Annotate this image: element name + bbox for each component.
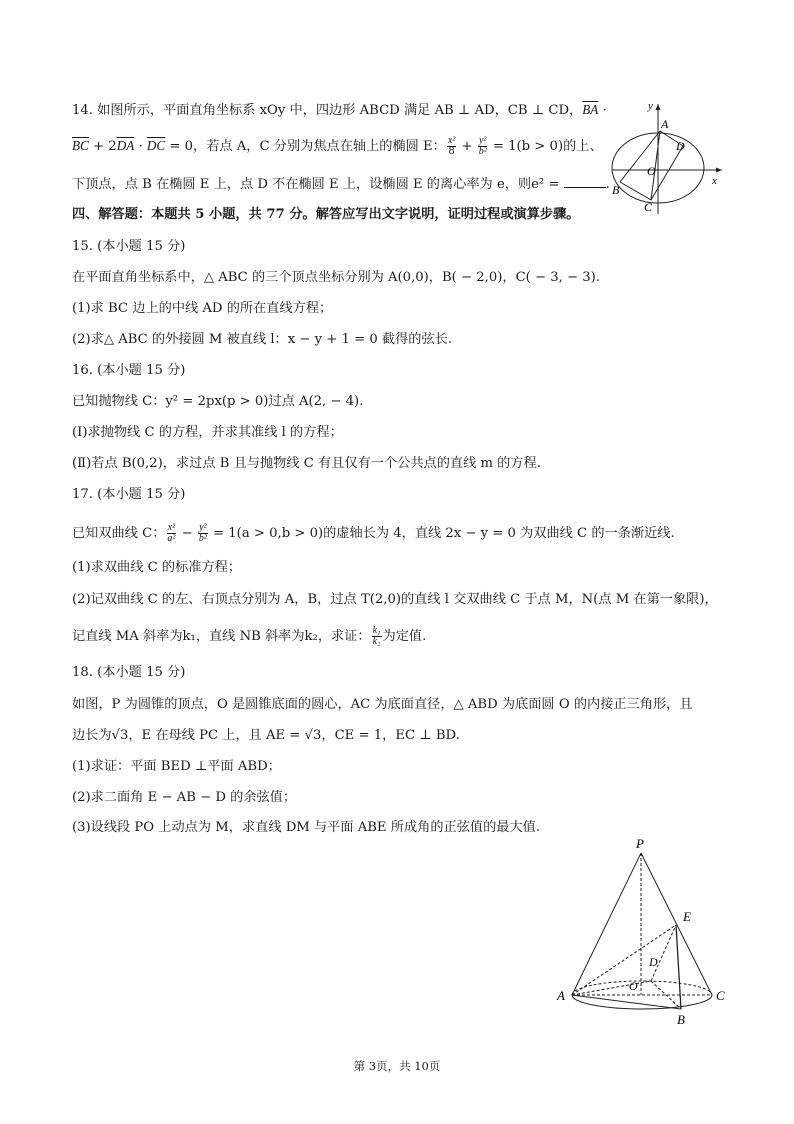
label-b: B bbox=[677, 1012, 685, 1027]
q15-stem: 在平面直角坐标系中，△ ABC 的三个顶点坐标分别为 A(0,0)，B( − 2,0)，C( − 3, − 3). bbox=[72, 270, 600, 285]
q14-text-3: 下顶点，点 B 在椭圆 E 上，点 D 不在椭圆 E 上，设椭圆 E 的离心率为 e，则e² = bbox=[72, 177, 564, 192]
q18-part-2: (2)求二面角 E − AB − D 的余弦值； bbox=[72, 790, 297, 805]
base-front-arc bbox=[572, 995, 712, 1009]
segment-ad bbox=[572, 981, 651, 995]
segment-ae bbox=[572, 925, 676, 995]
frac-y2-b2 bbox=[198, 523, 208, 544]
q17-part-3b: 为定值. bbox=[382, 629, 427, 644]
label-c: C bbox=[716, 988, 725, 1003]
label-d: D bbox=[649, 955, 658, 969]
q15-part-2: (2)求△ ABC 的外接圆 M 被直线 l：x − y + 1 = 0 截得的弦长. bbox=[72, 332, 453, 347]
q17-part-2: (2)记双曲线 C 的左、右顶点分别为 A，B，过点 T(2,0)的直线 l 交双曲线 C 于点 M，N(点 M 在第一象限)， bbox=[72, 592, 718, 607]
frac-numerator: x² bbox=[167, 522, 176, 533]
q17-stem-a: 已知双曲线 C： bbox=[72, 526, 166, 541]
period: . bbox=[605, 177, 610, 192]
q18-stem-2: 边长为√3，E 在母线 PC 上，且 AE = √3，CE = 1，EC ⊥ BD. bbox=[72, 728, 460, 743]
q18-stem-1: 如图，P 为圆锥的顶点，O 是圆锥底面的圆心，AC 为底面直径，△ ABD 为底面圆 O 的内接正三角形，且 bbox=[72, 697, 693, 712]
q17-heading: 17. (本小题 15 分) bbox=[72, 487, 186, 502]
q17-stem bbox=[72, 523, 734, 544]
q16-part-1: (Ⅰ)求抛物线 C 的方程，并求其准线 l 的方程； bbox=[72, 425, 343, 440]
generatrix-pa bbox=[572, 853, 641, 995]
plus-sign: + bbox=[457, 139, 477, 154]
segment-db bbox=[651, 981, 681, 1009]
vector-da: $\overline{DA}$ bbox=[116, 138, 135, 153]
frac-k1-k2 bbox=[372, 626, 382, 647]
y-axis-arrow-icon bbox=[656, 104, 661, 110]
q17-part-3 bbox=[72, 626, 734, 647]
frac-numerator: y² bbox=[478, 135, 487, 146]
x-axis-arrow-icon bbox=[716, 168, 722, 173]
cone-figure bbox=[555, 835, 735, 1035]
q16-heading: 16. (本小题 15 分) bbox=[72, 363, 186, 378]
frac-numerator: k₁ bbox=[372, 625, 381, 636]
ellipse-figure bbox=[605, 98, 728, 218]
q16-stem: 已知抛物线 C：y² = 2px(p > 0)过点 A(2, − 4). bbox=[72, 394, 364, 409]
plus-two: + 2 bbox=[88, 139, 117, 154]
frac-denominator: b² bbox=[198, 533, 207, 544]
segment-eb bbox=[676, 925, 681, 1009]
q15-heading: 15. (本小题 15 分) bbox=[72, 239, 186, 254]
label-y: y bbox=[648, 100, 653, 112]
section-heading: 四、解答题：本题共 5 小题，共 77 分。解答应写出文字说明，证明过程或演算步骤。 bbox=[72, 207, 580, 222]
page-footer: 第 3页，共 10页 bbox=[353, 1059, 441, 1073]
frac-denominator: 8 bbox=[448, 146, 455, 157]
label-p: P bbox=[636, 836, 644, 851]
label-o: O bbox=[647, 164, 656, 178]
frac-numerator: y² bbox=[199, 522, 207, 533]
segment-ab bbox=[572, 995, 681, 1009]
dot-operator-2: · bbox=[134, 139, 147, 154]
dot-operator: · bbox=[598, 103, 607, 118]
label-c: C bbox=[644, 200, 653, 214]
q17-part-1: (1)求双曲线 C 的标准方程； bbox=[72, 560, 242, 575]
segment-dc bbox=[651, 146, 683, 200]
frac-x2-a2 bbox=[166, 523, 176, 544]
label-e: E bbox=[683, 909, 691, 924]
q17-part-3a: 记直线 MA 斜率为k₁，直线 NB 斜率为k₂，求证： bbox=[72, 629, 371, 644]
answer-blank[interactable] bbox=[564, 174, 606, 188]
q17-stem-b: = 1(a > 0,b > 0)的虚轴长为 4，直线 2x − y = 0 为双曲线 C 的一条渐近线. bbox=[208, 526, 675, 541]
frac-denominator: b² bbox=[478, 146, 487, 157]
frac-numerator: x² bbox=[447, 135, 456, 146]
segment-bc bbox=[620, 182, 651, 200]
q16-part-2: (Ⅱ)若点 B(0,2)，求过点 B 且与抛物线 C 有且仅有一个公共点的直线 m 的方程. bbox=[72, 456, 541, 471]
label-a: A bbox=[557, 988, 565, 1003]
label-a: A bbox=[661, 117, 669, 131]
label-b: B bbox=[612, 183, 620, 197]
frac-denominator: k₂ bbox=[372, 636, 381, 647]
frac-y2-b2 bbox=[478, 136, 488, 157]
q14-text-1: 14. 如图所示，平面直角坐标系 xOy 中，四边形 ABCD 满足 AB ⊥ AD，CB ⊥ CD， bbox=[72, 103, 583, 118]
label-d: D bbox=[676, 139, 685, 153]
vector-ba: $\overline{BA}$ bbox=[582, 102, 599, 117]
vector-bc: $\overline{BC}$ bbox=[72, 138, 89, 153]
q14-text-2b: = 1(b > 0)的上、 bbox=[488, 139, 603, 154]
q18-heading: 18. (本小题 15 分) bbox=[72, 665, 186, 680]
minus-sign: − bbox=[177, 526, 197, 541]
q14-text-2a: = 0，若点 A，C 分别为焦点在轴上的椭圆 E： bbox=[165, 139, 446, 154]
label-x: x bbox=[712, 175, 717, 187]
frac-denominator: a² bbox=[167, 533, 176, 544]
q15-part-1: (1)求 BC 边上的中线 AD 的所在直线方程； bbox=[72, 301, 333, 316]
q18-part-3: (3)设线段 PO 上动点为 M，求直线 DM 与平面 ABE 所成角的正弦值的最大值. bbox=[72, 820, 541, 835]
q18-part-1: (1)求证：平面 BED ⊥平面 ABD； bbox=[72, 759, 281, 774]
label-o: O bbox=[629, 979, 638, 993]
generatrix-pc bbox=[641, 853, 712, 995]
vector-dc: $\overline{DC}$ bbox=[146, 138, 166, 153]
frac-x2-8 bbox=[447, 136, 456, 157]
